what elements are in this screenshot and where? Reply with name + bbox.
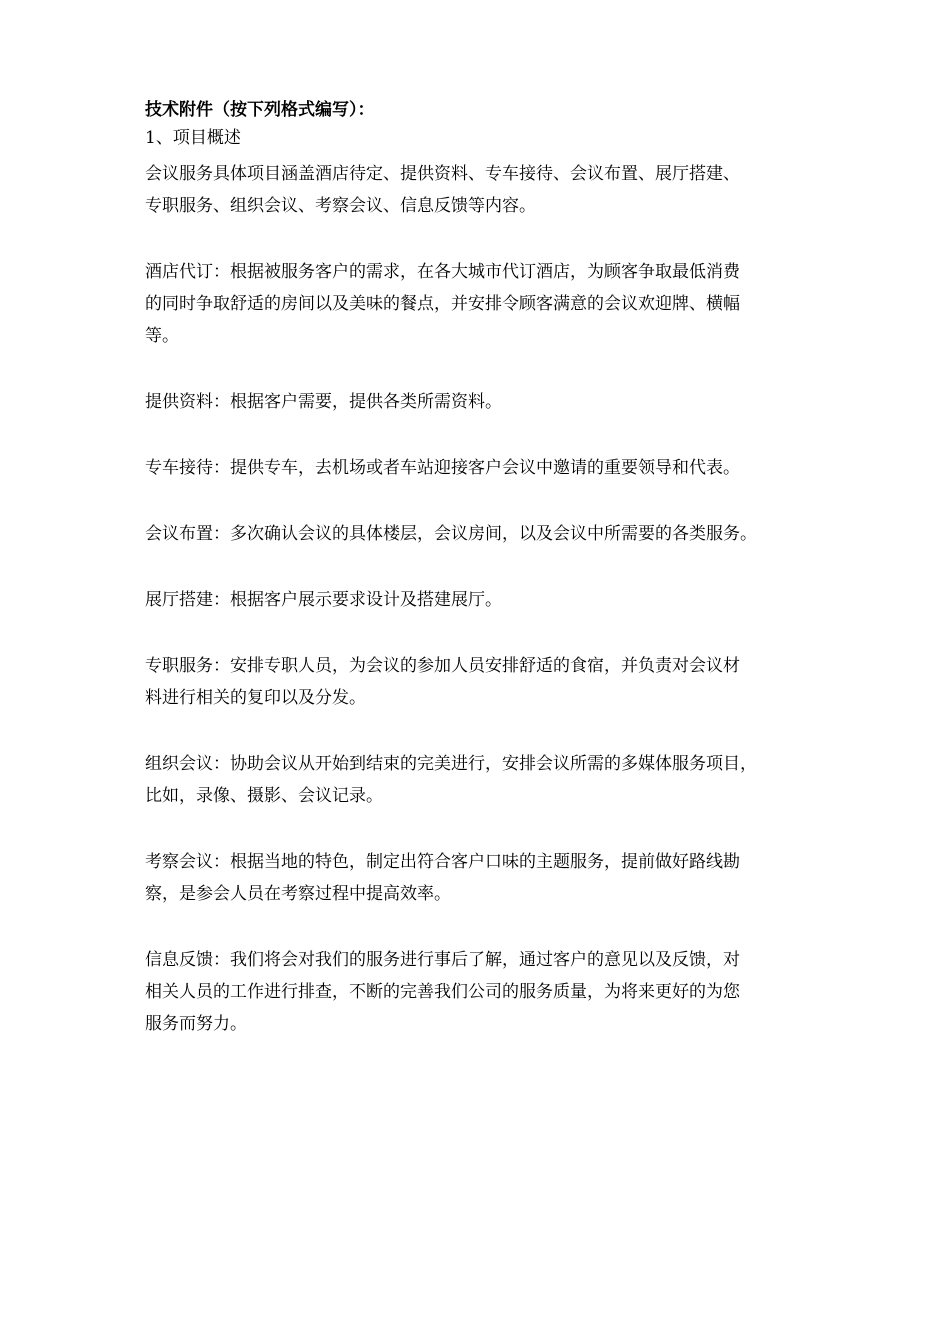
paragraph-inspection-meeting <box>145 846 815 910</box>
paragraph-dedicated-service <box>145 650 815 714</box>
paragraph-provide-materials <box>145 386 815 418</box>
text-line: 的同时争取舒适的房间以及美味的餐点，并安排令顾客满意的会议欢迎牌、横幅 <box>145 294 740 314</box>
text-line: 会议布置：多次确认会议的具体楼层，会议房间，以及会议中所需要的各类服务。 <box>145 524 757 544</box>
paragraph-car-reception <box>145 452 815 484</box>
text-line: 专职服务：安排专职人员，为会议的参加人员安排舒适的食宿，并负责对会议材 <box>145 656 740 676</box>
document-title: 技术附件（按下列格式编写）： <box>145 100 375 120</box>
text-line: 察，是参会人员在考察过程中提高效率。 <box>145 884 451 904</box>
text-line: 提供资料：根据客户需要，提供各类所需资料。 <box>145 392 502 412</box>
text-line: 专车接待：提供专车，去机场或者车站迎接客户会议中邀请的重要领导和代表。 <box>145 458 740 478</box>
paragraph-meeting-setup <box>145 518 815 550</box>
text-line: 比如，录像、摄影、会议记录。 <box>145 786 383 806</box>
paragraph-organize-meeting <box>145 748 815 812</box>
text-line: 料进行相关的复印以及分发。 <box>145 688 366 708</box>
text-line: 信息反馈：我们将会对我们的服务进行事后了解，通过客户的意见以及反馈，对 <box>145 950 740 970</box>
text-line: 酒店代订：根据被服务客户的需求，在各大城市代订酒店，为顾客争取最低消费 <box>145 262 740 282</box>
document-page <box>145 96 815 1040</box>
text-line: 考察会议：根据当地的特色，制定出符合客户口味的主题服务，提前做好路线勘 <box>145 852 740 872</box>
text-line: 会议服务具体项目涵盖酒店待定、提供资料、专车接待、会议布置、展厅搭建、 <box>145 164 740 184</box>
paragraph-exhibition-build <box>145 584 815 616</box>
section-heading: 1、项目概述 <box>145 128 241 148</box>
text-line: 展厅搭建：根据客户展示要求设计及搭建展厅。 <box>145 590 502 610</box>
paragraph-hotel-booking <box>145 256 815 352</box>
text-line: 等。 <box>145 326 179 346</box>
text-line: 相关人员的工作进行排查，不断的完善我们公司的服务质量，为将来更好的为您 <box>145 982 740 1002</box>
intro-paragraph <box>145 158 815 222</box>
paragraph-feedback <box>145 944 815 1040</box>
text-line: 专职服务、组织会议、考察会议、信息反馈等内容。 <box>145 196 536 216</box>
text-line: 服务而努力。 <box>145 1014 247 1034</box>
text-line: 组织会议：协助会议从开始到结束的完美进行，安排会议所需的多媒体服务项目， <box>145 754 757 774</box>
